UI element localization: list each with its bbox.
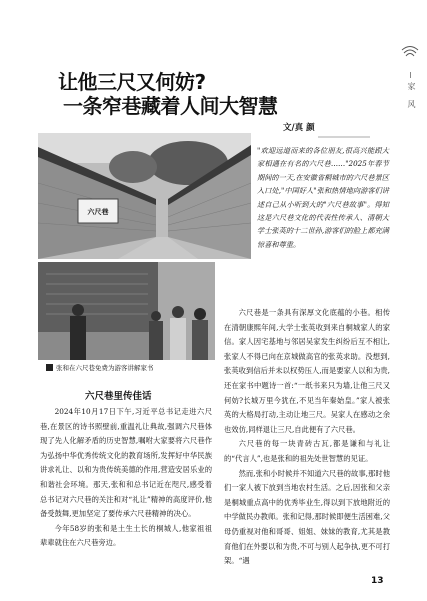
- body-paragraph: 六尺巷的每一块青砖古瓦,都是谦和与礼让的“代言人”,也是张和的祖先处世智慧的见证。: [224, 439, 390, 463]
- intro-quote: "欢迎远道而来的各位朋友,很高兴能跟大家相遇在有名的六尺巷……"2025年春节期间的一天,在安徽省桐城市的六尺巷景区入口处,"中国好人"张和热情地向游客们讲述自己从小听到大的"六尺巷故事"。得知这是六尺巷文化的代表性传承人、清朝大学士张英的十二世孙,游客们的脸上都充满惊喜和尊重。: [257, 146, 389, 249]
- lane-plaque: 六尺巷: [87, 207, 109, 216]
- body-paragraph: 2024年10月17日下午,习近平总书记走进六尺巷,在景区的诗书照壁前,重温礼让典故,强调六尺巷体现了先人化解矛盾的历史智慧,嘱咐大家要将六尺巷作为弘扬中华优秀传统文化的教育场所,发挥好中华民族讲求礼让、以和为贵传统美德的作用,营造安居乐业的和谐社会环境。那天,张和和总书记近在咫尺,感受着总书记对六尺巷的关注和对“礼让”精神的高度评价,他备受鼓舞,更加坚定了要传承六尺巷精神的决心。: [40, 407, 212, 519]
- body-right-column: [224, 306, 390, 569]
- body-left-column: [40, 405, 212, 551]
- photo-caption: [46, 363, 154, 372]
- guide-photo: [38, 262, 215, 360]
- caption-bullet-icon: [46, 364, 53, 371]
- photo-caption-text: 张和在六尺巷免费为游客讲解家书: [56, 364, 154, 372]
- article-title: 让他三尺又何妨?: [58, 70, 206, 94]
- section-label: 家风: [407, 82, 416, 118]
- quote-ornament-icon: [318, 132, 370, 142]
- body-paragraph: 然而,张和小时候并不知道六尺巷的故事,那时他们一家人被下放到当地农村生活。之后,因张和父亲是桐城重点高中的优秀毕业生,得以到下放地附近的中学做民办教师。张和记得,那时候即便生活困难,父母仍重视对他和哥哥、姐姐、妹妹的教育,尤其是教育他们在外要以和为贵,不可与别人起争执,更不可打架。“遇: [224, 468, 390, 566]
- author-byline: 文/真 颜: [283, 123, 315, 133]
- side-divider: [410, 72, 411, 78]
- roof-ornament-icon: [401, 42, 419, 60]
- body-paragraph: 六尺巷是一条具有深厚文化底蕴的小巷。相传在清朝康熙年间,大学士张英收到来自桐城家人的家信。家人因宅基地与邻居吴家发生纠纷后互不相让,张家人不得已向在京城做高官的张英求助。没想到,张英收到信后并未以权势压人,而是要家人以和为贵,还在家书中题诗一首:“一纸书来只为墙,让他三尺又何妨?长城万里今犹在,不见当年秦始皇。”家人被张英的大格局打动,主动让地三尺。吴家人在感动之余也效仿,同样退让三尺,自此便有了六尺巷。: [224, 308, 390, 434]
- six-foot-lane-photo: [38, 133, 251, 259]
- page-number: 13: [371, 576, 384, 586]
- section-heading: 六尺巷里传佳话: [85, 391, 152, 402]
- article-subtitle: 一条窄巷藏着人间大智慧: [63, 94, 278, 118]
- body-paragraph: 今年58岁的张和是土生土长的桐城人,他家祖祖辈辈就住在六尺巷旁边。: [40, 523, 212, 548]
